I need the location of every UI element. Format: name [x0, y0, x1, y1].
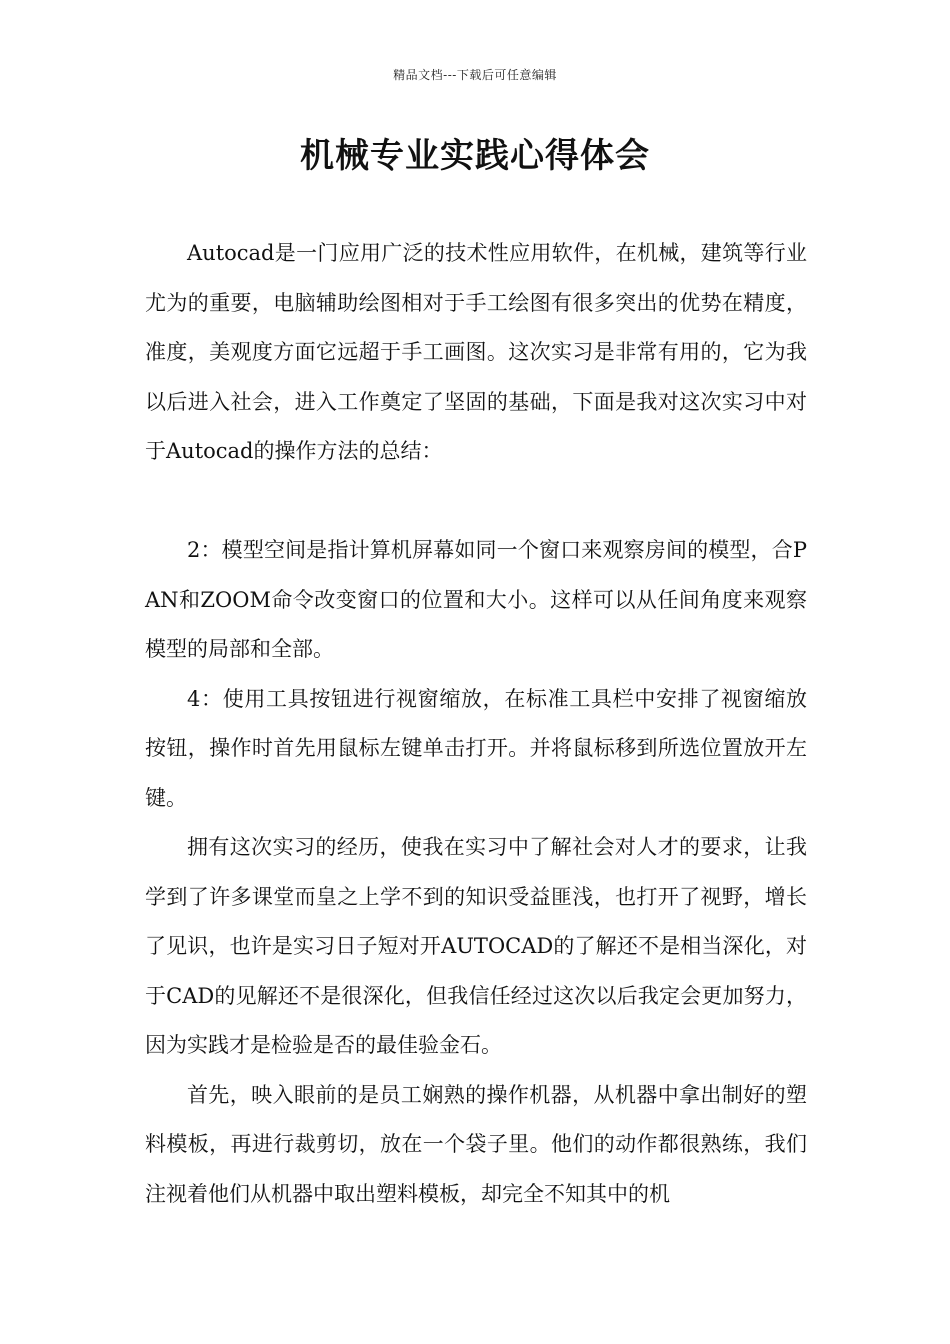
- paragraph-zoom-buttons: 4：使用工具按钮进行视窗缩放，在标准工具栏中安排了视窗缩放按钮，操作时首先用鼠标左键单击打开。并将鼠标移到所选位置放开左键。: [145, 686, 807, 810]
- paragraph-workshop: 首先，映入眼前的是员工娴熟的操作机器，从机器中拿出制好的塑料模板，再进行裁剪切，放在一个袋子里。他们的动作都很熟练，我们注视着他们从机器中取出塑料模板，却完全不知其中的机: [145, 1082, 807, 1206]
- header-note: 精品文档---下载后可任意编辑: [393, 68, 557, 82]
- document-title: 机械专业实践心得体会: [300, 136, 650, 176]
- document-body: [145, 229, 807, 1219]
- paragraph-experience: 拥有这次实习的经历，使我在实习中了解社会对人才的要求，让我学到了许多课堂而皇之上学不到的知识受益匪浅，也打开了视野，增长了见识，也许是实习日子短对开AUTOCAD的了解还不是相当深化，对于CAD的见解还不是很深化，但我信任经过这次以后我定会更加努力，因为实践才是检验是否的最佳验金石。: [145, 835, 807, 1057]
- paragraph-model-space: 2：模型空间是指计算机屏幕如同一个窗口来观察房间的模型，合PAN和ZOOM命令改变窗口的位置和大小。这样可以从任间角度来观察模型的局部和全部。: [145, 538, 807, 661]
- paragraph-intro: Autocad是一门应用广泛的技术性应用软件，在机械，建筑等行业尤为的重要，电脑辅助绘图相对于手工绘图有很多突出的优势在精度，准度，美观度方面它远超于手工画图。这次实习是非常有用的，它为我以后进入社会，进入工作奠定了坚固的基础，下面是我对这次实习中对于Autocad的操作方法的总结：: [145, 241, 807, 463]
- paragraph-gap: [145, 477, 807, 527]
